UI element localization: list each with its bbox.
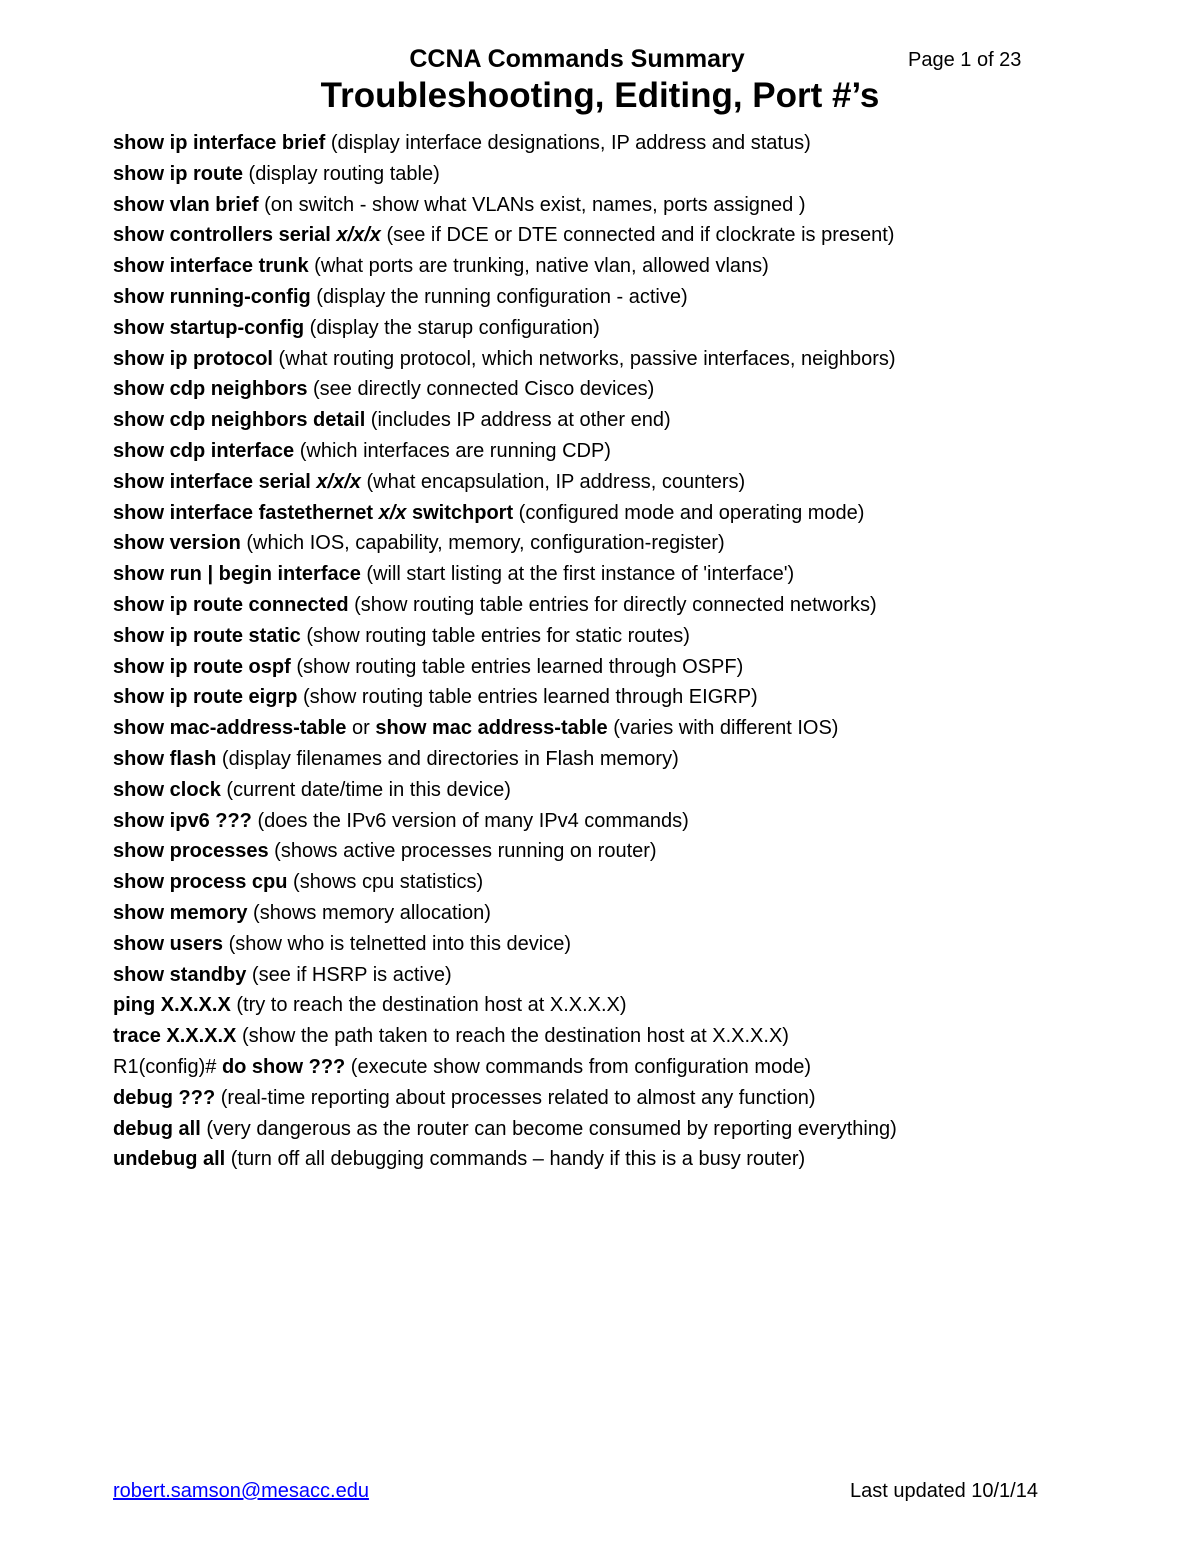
command-line <box>113 621 1173 652</box>
command-line <box>113 590 1173 621</box>
command-line <box>113 713 1173 744</box>
command-line <box>113 898 1173 929</box>
command-text: debug ??? <box>113 1086 216 1109</box>
command-description: (which interfaces are running CDP) <box>294 439 611 462</box>
command-description: (what encapsulation, IP address, counters) <box>360 470 746 493</box>
command-text: show ip route ospf <box>113 655 291 678</box>
command-text: show startup-config <box>113 316 305 339</box>
command-text: show processes <box>113 840 269 863</box>
command-text: show cdp interface <box>113 439 295 462</box>
command-text: show interface trunk <box>113 255 309 278</box>
command-description: (see directly connected Cisco devices) <box>307 378 655 401</box>
command-description: (what routing protocol, which networks, passive interfaces, neighbors) <box>273 347 896 370</box>
command-text: do show ??? <box>221 1055 346 1078</box>
command-text: show clock <box>113 778 221 801</box>
command-text: show ip route static <box>113 624 301 647</box>
command-text: show cdp neighbors detail <box>113 409 366 432</box>
command-line <box>113 344 1173 375</box>
command-line <box>113 1083 1173 1114</box>
doc-header-title: CCNA Commands Summary <box>409 45 745 73</box>
command-text: show ip protocol <box>113 347 273 370</box>
command-line <box>113 1144 1173 1175</box>
command-line <box>113 436 1173 467</box>
command-description: (execute show commands from configuration mode) <box>345 1055 812 1078</box>
command-line <box>113 374 1173 405</box>
command-line <box>113 1021 1173 1052</box>
command-text: ping X.X.X.X <box>113 994 231 1017</box>
command-text: x/x/x <box>336 224 381 247</box>
command-text: show ip interface brief <box>113 132 326 154</box>
command-text: show ipv6 ??? <box>113 809 252 832</box>
command-description: (try to reach the destination host at X.X.X.X) <box>230 994 627 1017</box>
command-line <box>113 960 1173 991</box>
command-line <box>113 682 1173 713</box>
command-line <box>113 467 1173 498</box>
command-line <box>113 498 1173 529</box>
command-text: debug all <box>113 1117 201 1140</box>
command-description: (very dangerous as the router can become consumed by reporting everything) <box>200 1117 897 1140</box>
command-text: show flash <box>113 747 217 770</box>
command-description: (real-time reporting about processes related to almost any function) <box>215 1086 816 1109</box>
command-line <box>113 220 1173 251</box>
command-line <box>113 159 1173 190</box>
command-text: show ip route connected <box>113 593 349 616</box>
command-description: (see if HSRP is active) <box>246 963 452 986</box>
command-line <box>113 313 1173 344</box>
command-line <box>113 528 1173 559</box>
command-line <box>113 282 1173 313</box>
command-description: (does the IPv6 version of many IPv4 commands) <box>251 809 689 832</box>
command-description: (display the running configuration - active) <box>310 285 688 308</box>
command-description: (show who is telnetted into this device) <box>223 932 571 955</box>
command-description: (includes IP address at other end) <box>365 409 671 432</box>
command-text: x/x <box>378 501 407 524</box>
command-line <box>113 190 1173 221</box>
command-text: show users <box>113 932 224 955</box>
command-text: show ip route <box>113 162 243 185</box>
command-line <box>113 1114 1173 1145</box>
command-line <box>113 1052 1173 1083</box>
command-description: (display routing table) <box>243 162 440 185</box>
command-description: (on switch - show what VLANs exist, names, ports assigned ) <box>258 193 806 216</box>
page-title: Troubleshooting, Editing, Port #’s <box>320 76 880 115</box>
command-description: (show routing table entries learned through OSPF) <box>290 655 744 678</box>
command-text: switchport <box>406 501 514 524</box>
command-text: x/x/x <box>316 470 361 493</box>
command-description: (display the starup configuration) <box>304 316 600 339</box>
command-line <box>113 128 1173 159</box>
command-description: (display interface designations, IP address and status) <box>325 132 811 154</box>
command-line <box>113 652 1173 683</box>
command-description: (show routing table entries learned through EIGRP) <box>297 686 758 709</box>
command-text: show standby <box>113 963 247 986</box>
command-description: (show the path taken to reach the destination host at X.X.X.X) <box>236 1025 789 1048</box>
command-description: (configured mode and operating mode) <box>513 501 865 524</box>
command-description: (show routing table entries for directly connected networks) <box>348 593 877 616</box>
command-text: show mac-address-table <box>113 717 347 740</box>
command-line <box>113 775 1173 806</box>
command-text: show memory <box>113 901 248 924</box>
command-list <box>113 128 1173 1175</box>
footer <box>113 1480 1038 1503</box>
command-line <box>113 806 1173 837</box>
command-description: (what ports are trunking, native vlan, allowed vlans) <box>308 255 769 278</box>
command-text: undebug all <box>113 1148 226 1171</box>
command-text: show run | begin interface <box>113 563 361 586</box>
command-text: show running-config <box>113 285 311 308</box>
command-description: (will start listing at the first instance of 'interface') <box>360 563 795 586</box>
command-line <box>113 836 1173 867</box>
command-description: (see if DCE or DTE connected and if clockrate is present) <box>380 224 895 247</box>
command-description: (shows active processes running on router) <box>268 840 657 863</box>
command-text: show cdp neighbors <box>113 378 308 401</box>
command-description: (varies with different IOS) <box>607 717 839 740</box>
command-text: show ip route eigrp <box>113 686 298 709</box>
command-description: (shows memory allocation) <box>247 901 491 924</box>
command-description: R1(config)# <box>113 1055 222 1078</box>
last-updated: Last updated 10/1/14 <box>850 1480 1038 1502</box>
command-description: (turn off all debugging commands – handy if this is a busy router) <box>225 1148 806 1171</box>
command-text: show interface serial <box>113 470 317 493</box>
command-text: show controllers serial <box>113 224 337 247</box>
command-description: (which IOS, capability, memory, configuration-register) <box>240 532 725 555</box>
command-description: (display filenames and directories in Flash memory) <box>216 747 679 770</box>
command-line <box>113 405 1173 436</box>
command-text: show mac address-table <box>375 717 608 740</box>
command-line <box>113 744 1173 775</box>
command-line <box>113 559 1173 590</box>
command-line <box>113 990 1173 1021</box>
command-description: (current date/time in this device) <box>220 778 511 801</box>
command-text: show interface fastethernet <box>113 501 379 524</box>
command-text: show version <box>113 532 241 555</box>
command-description: or <box>346 717 376 740</box>
command-text: trace X.X.X.X <box>113 1025 237 1048</box>
command-text: show process cpu <box>113 871 288 894</box>
page-number: Page 1 of 23 <box>908 49 1022 71</box>
command-line <box>113 929 1173 960</box>
command-description: (show routing table entries for static routes) <box>300 624 690 647</box>
command-line <box>113 867 1173 898</box>
command-line <box>113 251 1173 282</box>
command-description: (shows cpu statistics) <box>287 871 484 894</box>
email-link[interactable]: robert.samson@mesacc.edu <box>113 1480 369 1502</box>
command-text: show vlan brief <box>113 193 259 216</box>
